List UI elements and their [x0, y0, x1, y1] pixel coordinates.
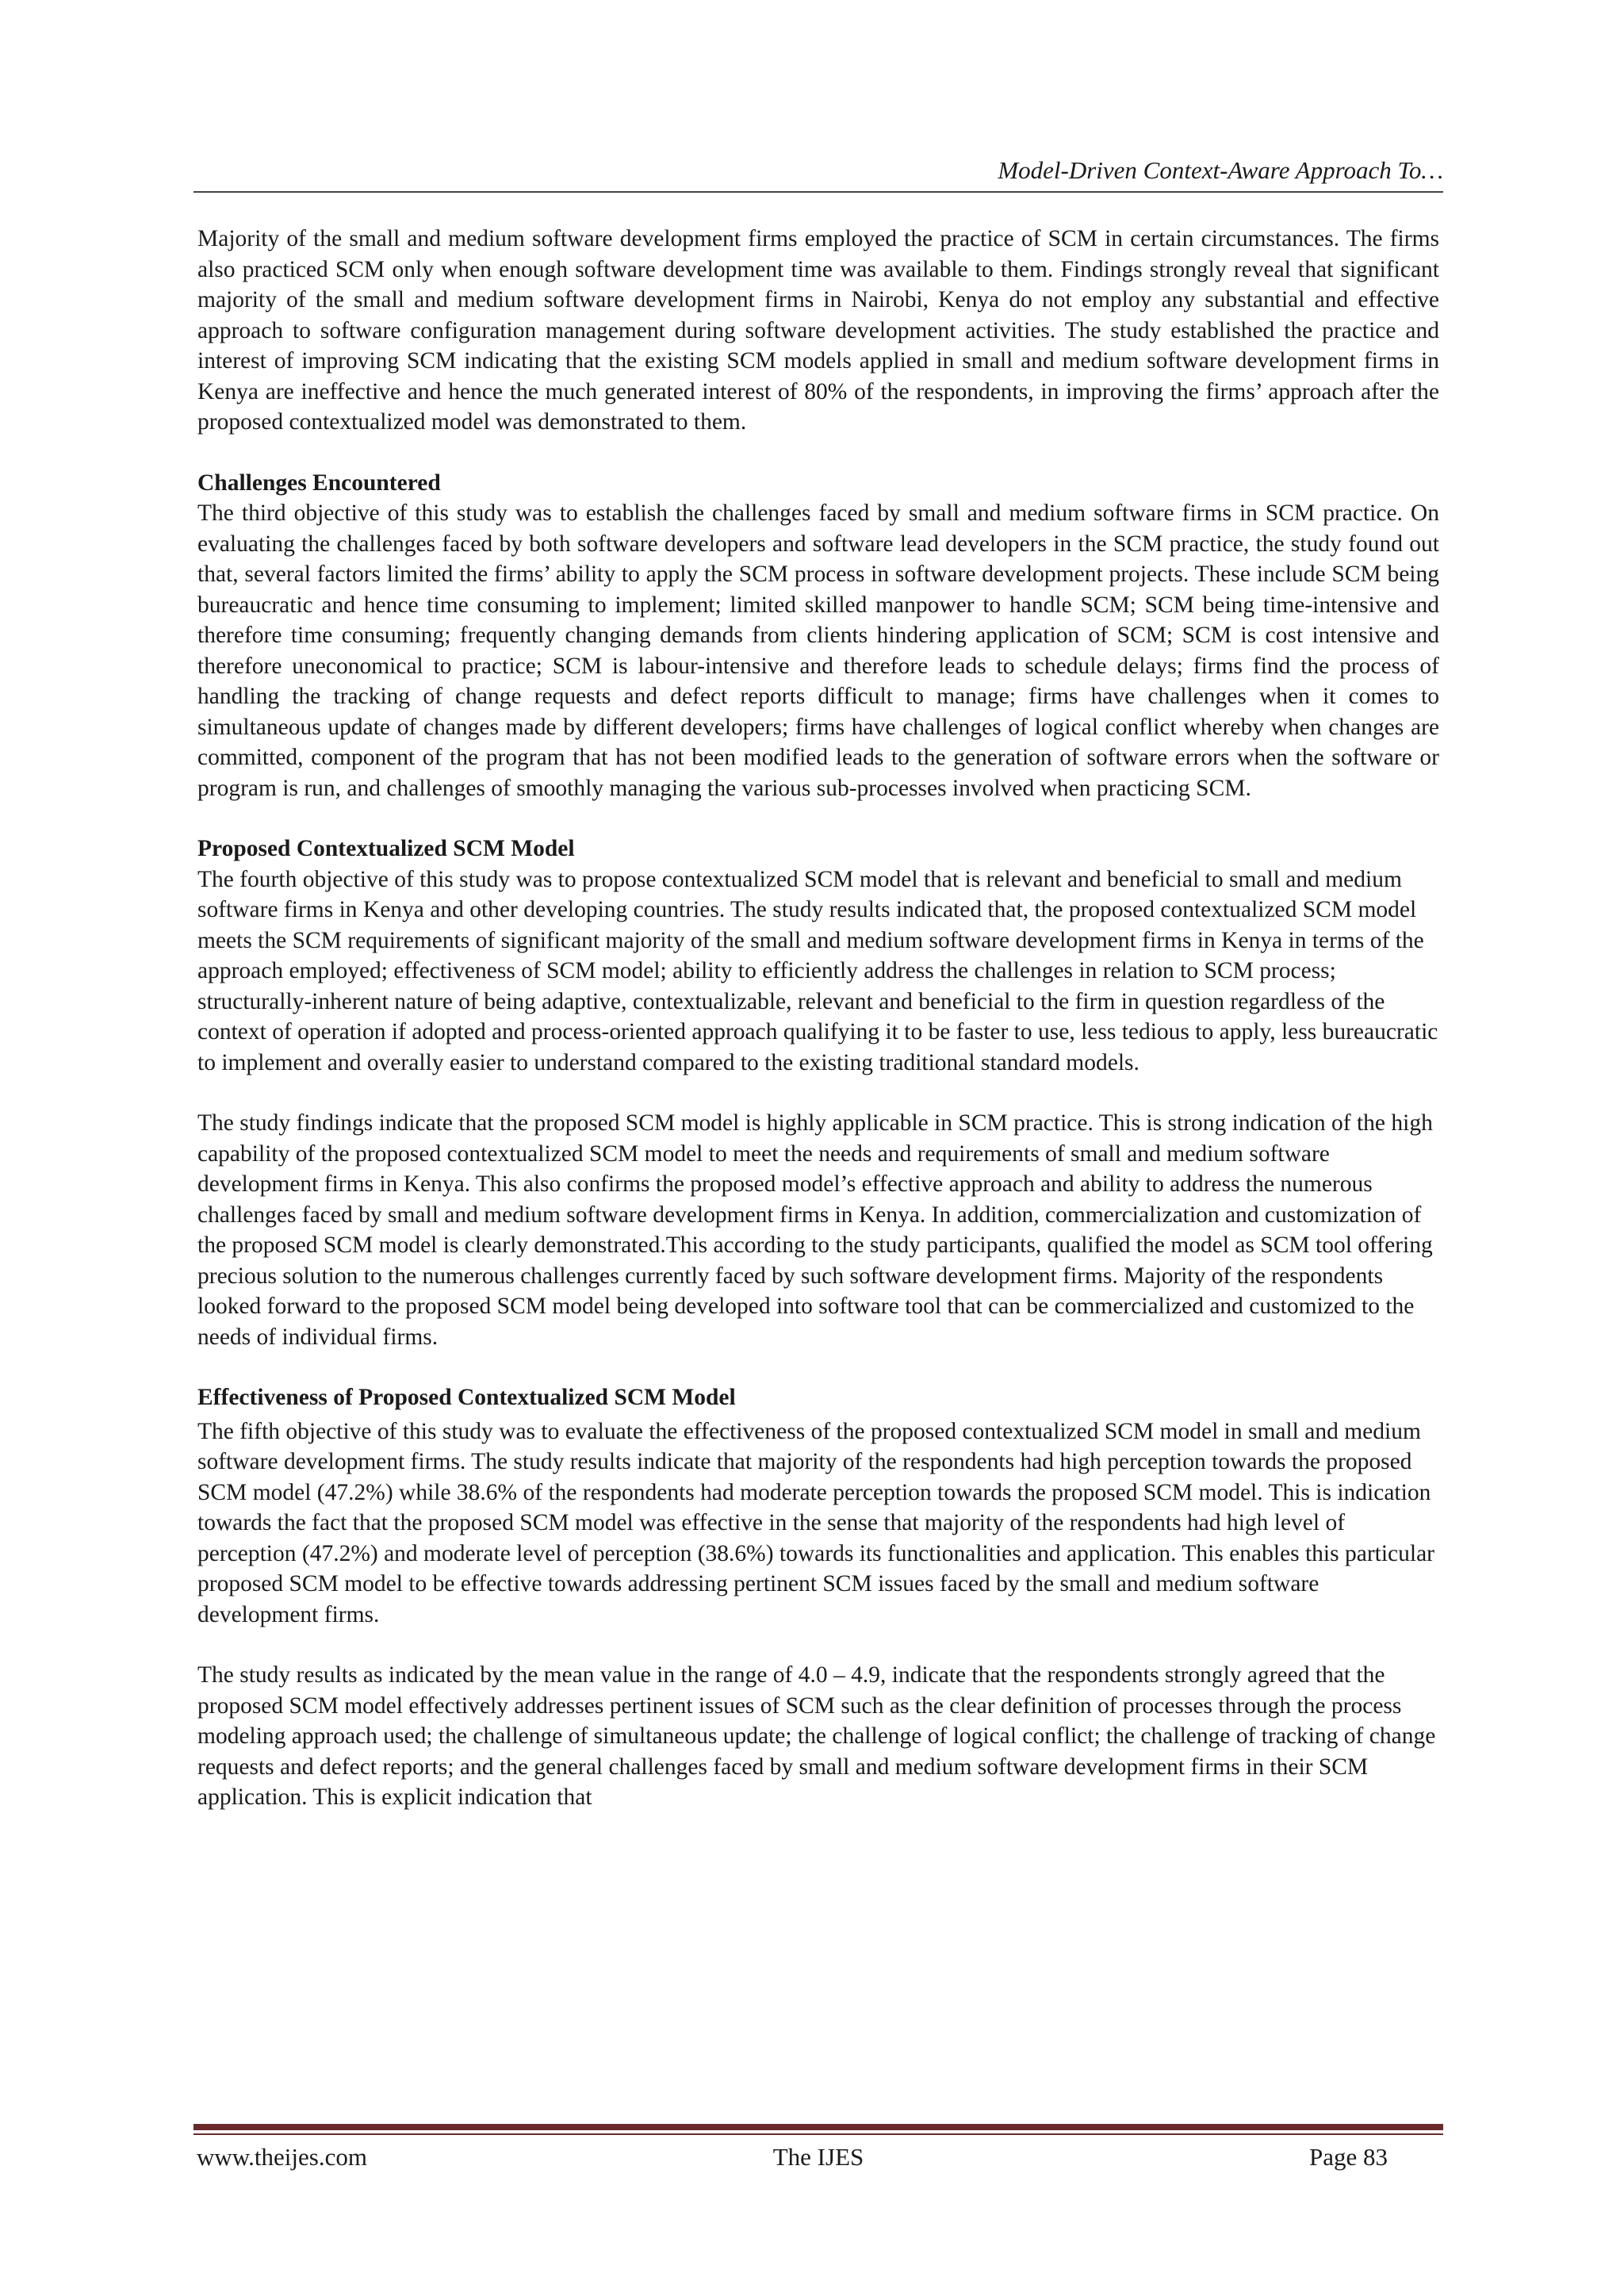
running-header-title: Model-Driven Context-Aware Approach To…: [998, 156, 1443, 184]
footer-rule-thin: [193, 2133, 1443, 2135]
paragraph-effectiveness-1: The fifth objective of this study was to evaluate the effectiveness of the proposed contextualized SCM model in small and medium software development firms. The study results indicate that majority of the respondents had high perception towards the proposed SCM model (47.2%) while 38.6% of the respondents had moderate perception towards the proposed SCM model. This is indication towards the fact that the proposed SCM model was effective in the sense that majority of the respondents had high level of perception (47.2%) and moderate level of perception (38.6%) towards its functionalities and application. This enables this particular proposed SCM model to be effective towards addressing pertinent SCM issues faced by the small and medium software development firms.: [197, 1418, 1434, 1627]
article-body: [197, 224, 1439, 1813]
paragraph-effectiveness-2: The study results as indicated by the mean value in the range of 4.0 – 4.9, indicate that the respondents strongly agreed that the proposed SCM model effectively addresses pertinent issues of SCM such as the clear definition of processes through the process modeling approach used; the challenge of simultaneous update; the challenge of logical conflict; the challenge of tracking of change requests and defect reports; and the general challenges faced by small and medium software development firms in their SCM application. This is explicit indication that: [197, 1662, 1436, 1810]
footer-website: www.theijes.com: [197, 2143, 367, 2171]
footer-journal: The IJES: [772, 2143, 864, 2171]
footer-page-number: Page 83: [1308, 2143, 1388, 2171]
heading-proposed-model: Proposed Contextualized SCM Model: [197, 836, 575, 861]
page-footer: [193, 2141, 1443, 2173]
paragraph-proposed-model-1: The fourth objective of this study was to propose contextualized SCM model that is relevant and beneficial to small and medium software firms in Kenya and other developing countries. The study results indicated that, the proposed contextualized SCM model meets the SCM requirements of significant majority of the small and medium software development firms in Kenya in terms of the approach employed; effectiveness of SCM model; ability to efficiently address the challenges in relation to SCM process; structurally-inherent nature of being adaptive, contextualizable, relevant and beneficial to the firm in question regardless of the context of operation if adopted and process-oriented approach qualifying it to be faster to use, less tedious to apply, less bureaucratic to implement and overally easier to understand compared to the existing traditional standard models.: [197, 866, 1438, 1075]
heading-challenges: Challenges Encountered: [197, 470, 441, 496]
header-rule: [193, 191, 1443, 193]
paragraph-challenges: The third objective of this study was to establish the challenges faced by small and medium software firms in SCM practice. On evaluating the challenges faced by both software developers and software lead developers in the SCM practice, the study found out that, several factors limited the firms’ ability to apply the SCM process in software development projects. These include SCM being bureaucratic and hence time consuming to implement; limited skilled manpower to handle SCM; SCM being time-intensive and therefore time consuming; frequently changing demands from clients hindering application of SCM; SCM is cost intensive and therefore uneconomical to practice; SCM is labour-intensive and therefore leads to schedule delays; firms find the process of handling the tracking of change requests and defect reports difficult to manage; firms have challenges when it comes to simultaneous update of changes made by different developers; firms have challenges of logical conflict whereby when changes are committed, component of the program that has not been modified leads to the generation of software errors when the software or program is run, and challenges of smoothly managing the various sub-processes involved when practicing SCM.: [197, 500, 1439, 801]
heading-effectiveness: Effectiveness of Proposed Contextualized SCM Model: [197, 1385, 736, 1410]
footer-rule-thick: [193, 2124, 1443, 2130]
paragraph-scm-practice: Majority of the small and medium software development firms employed the practice of SCM in certain circumstances. The firms also practiced SCM only when enough software development time was available to them. Findings strongly reveal that significant majority of the small and medium software development firms in Nairobi, Kenya do not employ any substantial and effective approach to software configuration management during software development activities. The study established the practice and interest of improving SCM indicating that the existing SCM models applied in small and medium software development firms in Kenya are ineffective and hence the much generated interest of 80% of the respondents, in improving the firms’ approach after the proposed contextualized model was demonstrated to them.: [197, 226, 1439, 435]
paragraph-proposed-model-2: The study findings indicate that the proposed SCM model is highly applicable in SCM practice. This is strong indication of the high capability of the proposed contextualized SCM model to meet the needs and requirements of small and medium software development firms in Kenya. This also confirms the proposed model’s effective approach and ability to address the numerous challenges faced by small and medium software development firms in Kenya. In addition, commercialization and customization of the proposed SCM model is clearly demonstrated.This according to the study participants, qualified the model as SCM tool offering precious solution to the numerous challenges currently faced by such software development firms. Majority of the respondents looked forward to the proposed SCM model being developed into software tool that can be commercialized and customized to the needs of individual firms.: [197, 1110, 1433, 1350]
